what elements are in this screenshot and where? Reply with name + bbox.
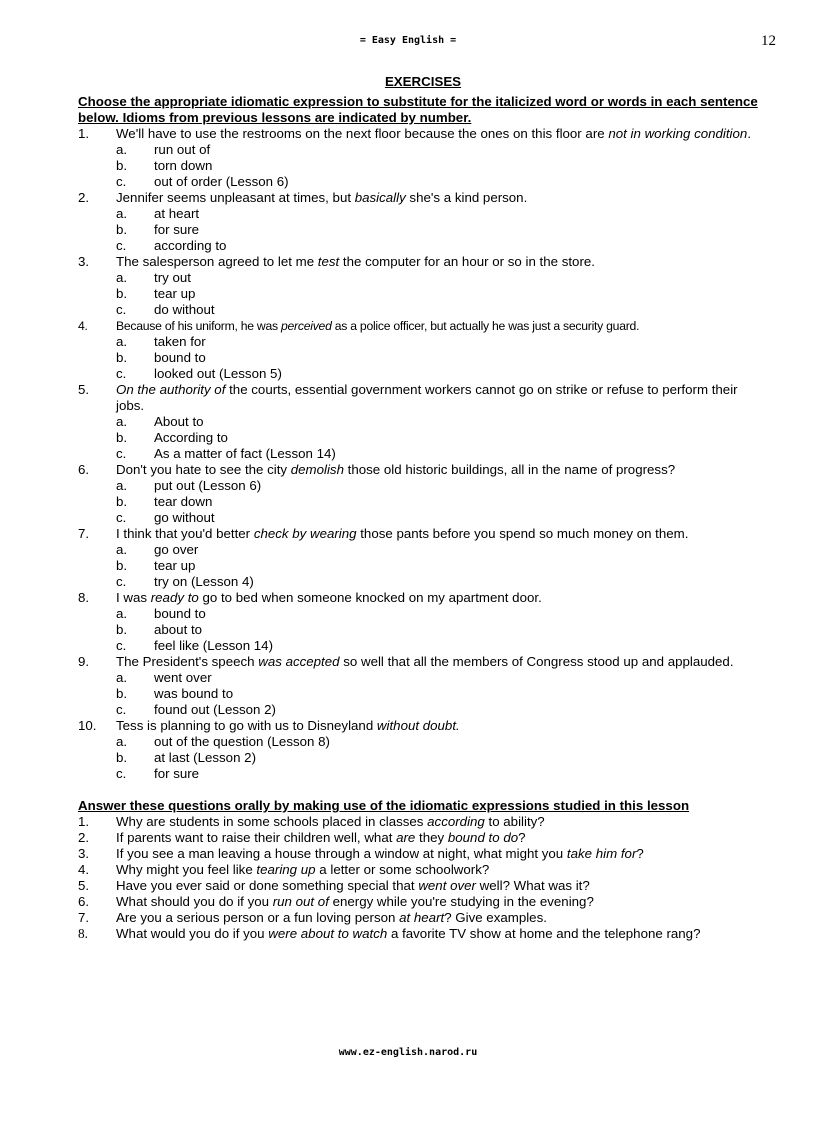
question-item xyxy=(78,718,768,782)
italic-phrase: basically xyxy=(354,190,406,205)
option-text: As a matter of fact (Lesson 14) xyxy=(154,446,336,461)
question-item xyxy=(78,318,768,382)
oral-question xyxy=(78,878,768,894)
question-text-part: they xyxy=(415,830,448,845)
question-number: 2. xyxy=(78,190,90,205)
question-text-part: a letter or some schoolwork? xyxy=(315,862,490,877)
answer-option xyxy=(116,686,768,702)
oral-question-list xyxy=(78,814,768,942)
answer-option xyxy=(116,558,768,574)
oral-question-number: 2. xyxy=(78,830,90,845)
italic-phrase: were about to watch xyxy=(268,926,388,941)
italic-phrase: not in working condition xyxy=(608,126,748,141)
answer-option xyxy=(116,174,768,190)
option-list xyxy=(78,606,768,654)
question-item xyxy=(78,126,768,190)
answer-option xyxy=(116,270,768,286)
answer-option xyxy=(116,430,768,446)
option-letter: b. xyxy=(116,558,128,573)
question-number: 7. xyxy=(78,526,90,541)
option-text: found out (Lesson 2) xyxy=(154,702,276,717)
question-text-after: go to bed when someone knocked on my apartment door. xyxy=(198,590,542,605)
option-text: do without xyxy=(154,302,215,317)
option-letter: a. xyxy=(116,142,128,157)
answer-option xyxy=(116,670,768,686)
option-letter: c. xyxy=(116,302,127,317)
page-content xyxy=(78,74,768,942)
answer-option xyxy=(116,750,768,766)
question-text xyxy=(78,254,768,270)
answer-option xyxy=(116,446,768,462)
section-title: EXERCISES xyxy=(384,74,462,89)
oral-question xyxy=(78,926,768,942)
option-list xyxy=(78,542,768,590)
option-text: tear up xyxy=(154,286,196,301)
option-text: go without xyxy=(154,510,215,525)
oral-instructions: Answer these questions orally by making use of the idiomatic expressions studied in this lesson xyxy=(78,798,690,813)
page-number: 12 xyxy=(761,33,776,49)
italic-phrase: run out of xyxy=(272,894,329,909)
italic-phrase: without doubt. xyxy=(376,718,460,733)
question-item xyxy=(78,254,768,318)
page-footer-url: www.ez-english.narod.ru xyxy=(338,1047,478,1058)
question-text xyxy=(78,190,768,206)
exercise-instructions: Choose the appropriate idiomatic expression to substitute for the italicized word or words in each sentence below. Idioms from previous lessons are indicated by number. xyxy=(78,94,758,125)
option-letter: a. xyxy=(116,670,128,685)
oral-question-number: 5. xyxy=(78,878,90,893)
answer-option xyxy=(116,238,768,254)
option-letter: c. xyxy=(116,766,127,781)
question-item xyxy=(78,382,768,462)
answer-option xyxy=(116,206,768,222)
question-number: 6. xyxy=(78,462,90,477)
question-text-part: What would you do if you xyxy=(116,926,269,941)
question-text-before: Because of his uniform, he was xyxy=(116,319,281,333)
question-text-before: The salesperson agreed to let me xyxy=(116,254,318,269)
option-letter: a. xyxy=(116,734,128,749)
answer-option xyxy=(116,702,768,718)
question-text-after: . xyxy=(747,126,752,141)
italic-phrase: take him for xyxy=(566,846,637,861)
option-text: put out (Lesson 6) xyxy=(154,478,262,493)
option-text: went over xyxy=(154,670,212,685)
option-text: according to xyxy=(154,238,227,253)
question-list xyxy=(78,126,768,782)
question-text-before: We'll have to use the restrooms on the next floor because the ones on this floor are xyxy=(116,126,609,141)
question-text-part: well? What was it? xyxy=(475,878,590,893)
question-number: 1. xyxy=(78,126,90,141)
oral-question-number: 8. xyxy=(78,926,88,941)
option-text: bound to xyxy=(154,350,206,365)
question-text-after: so well that all the members of Congress stood up and applauded. xyxy=(339,654,734,669)
oral-question-number: 6. xyxy=(78,894,90,909)
answer-option xyxy=(116,622,768,638)
option-text: go over xyxy=(154,542,199,557)
answer-option xyxy=(116,478,768,494)
italic-phrase: test xyxy=(317,254,340,269)
oral-question xyxy=(78,862,768,878)
option-letter: b. xyxy=(116,686,128,701)
option-letter: a. xyxy=(116,334,128,349)
option-text: run out of xyxy=(154,142,211,157)
option-text: tear down xyxy=(154,494,213,509)
question-text xyxy=(78,526,768,542)
option-list xyxy=(78,206,768,254)
answer-option xyxy=(116,574,768,590)
option-letter: a. xyxy=(116,478,128,493)
option-list xyxy=(78,734,768,782)
answer-option xyxy=(116,158,768,174)
question-text-part: Why are students in some schools placed in classes xyxy=(116,814,428,829)
answer-option xyxy=(116,366,768,382)
answer-option xyxy=(116,302,768,318)
option-text: feel like (Lesson 14) xyxy=(154,638,273,653)
option-letter: c. xyxy=(116,638,127,653)
italic-phrase: are xyxy=(396,830,416,845)
question-item xyxy=(78,190,768,254)
question-text-part: What should you do if you xyxy=(116,894,273,909)
option-text: try out xyxy=(154,270,191,285)
question-text-after: she's a kind person. xyxy=(405,190,528,205)
question-text-part: ? xyxy=(636,846,644,861)
question-item xyxy=(78,590,768,654)
italic-phrase: demolish xyxy=(290,462,344,477)
question-text-part: a favorite TV show at home and the telephone rang? xyxy=(387,926,701,941)
question-number: 4. xyxy=(78,319,88,333)
answer-option xyxy=(116,350,768,366)
oral-question xyxy=(78,846,768,862)
option-text: looked out (Lesson 5) xyxy=(154,366,282,381)
italic-phrase: bound to do xyxy=(447,830,519,845)
option-letter: c. xyxy=(116,702,127,717)
question-text xyxy=(78,590,768,606)
answer-option xyxy=(116,542,768,558)
option-text: torn down xyxy=(154,158,213,173)
option-letter: c. xyxy=(116,366,127,381)
option-letter: a. xyxy=(116,542,128,557)
answer-option xyxy=(116,334,768,350)
answer-option xyxy=(116,734,768,750)
italic-phrase: according xyxy=(427,814,485,829)
italic-phrase: ready to xyxy=(150,590,199,605)
oral-question xyxy=(78,910,768,926)
option-letter: c. xyxy=(116,238,127,253)
option-list xyxy=(78,334,768,382)
option-text: taken for xyxy=(154,334,206,349)
question-text xyxy=(78,382,768,414)
oral-question xyxy=(78,814,768,830)
oral-question xyxy=(78,894,768,910)
question-number: 5. xyxy=(78,382,90,397)
question-text-after: the computer for an hour or so in the store. xyxy=(339,254,595,269)
question-text-part: Why might you feel like xyxy=(116,862,257,877)
option-text: out of the question (Lesson 8) xyxy=(154,734,330,749)
option-letter: c. xyxy=(116,446,127,461)
option-letter: b. xyxy=(116,222,128,237)
option-letter: a. xyxy=(116,606,128,621)
question-number: 10. xyxy=(78,718,97,733)
question-text xyxy=(78,126,768,142)
oral-question-number: 7. xyxy=(78,910,90,925)
option-text: try on (Lesson 4) xyxy=(154,574,254,589)
question-text-before: Jennifer seems unpleasant at times, but xyxy=(116,190,355,205)
option-text: According to xyxy=(154,430,228,445)
option-letter: c. xyxy=(116,510,127,525)
option-text: for sure xyxy=(154,222,200,237)
oral-question xyxy=(78,830,768,846)
option-letter: c. xyxy=(116,574,127,589)
question-text-after: those old historic buildings, all in the name of progress? xyxy=(343,462,676,477)
italic-phrase: check by wearing xyxy=(253,526,357,541)
question-item xyxy=(78,462,768,526)
option-letter: a. xyxy=(116,414,128,429)
option-text: tear up xyxy=(154,558,196,573)
option-letter: b. xyxy=(116,750,128,765)
italic-phrase: perceived xyxy=(281,319,332,333)
option-text: for sure xyxy=(154,766,200,781)
answer-option xyxy=(116,494,768,510)
oral-question-number: 4. xyxy=(78,862,90,877)
option-letter: b. xyxy=(116,494,128,509)
italic-phrase: tearing up xyxy=(256,862,316,877)
answer-option xyxy=(116,222,768,238)
question-text-part: Have you ever said or done something special that xyxy=(116,878,419,893)
option-text: was bound to xyxy=(154,686,234,701)
option-letter: c. xyxy=(116,174,127,189)
question-text-before: Don't you hate to see the city xyxy=(116,462,291,477)
question-item xyxy=(78,654,768,718)
question-text xyxy=(78,462,768,478)
option-text: out of order (Lesson 6) xyxy=(154,174,289,189)
answer-option xyxy=(116,766,768,782)
question-number: 9. xyxy=(78,654,90,669)
italic-phrase: On the authority of xyxy=(116,382,226,397)
answer-option xyxy=(116,510,768,526)
option-text: bound to xyxy=(154,606,206,621)
answer-option xyxy=(116,286,768,302)
question-text-before: I think that you'd better xyxy=(116,526,254,541)
option-list xyxy=(78,670,768,718)
italic-phrase: at heart xyxy=(399,910,445,925)
question-text-after: those pants before you spend so much money on them. xyxy=(356,526,689,541)
answer-option xyxy=(116,142,768,158)
oral-question-number: 3. xyxy=(78,846,90,861)
question-item xyxy=(78,526,768,590)
option-list xyxy=(78,478,768,526)
answer-option xyxy=(116,638,768,654)
italic-phrase: was accepted xyxy=(258,654,340,669)
option-text: About to xyxy=(154,414,204,429)
option-text: at heart xyxy=(154,206,200,221)
question-number: 8. xyxy=(78,590,90,605)
page-header: = Easy English = xyxy=(359,35,457,46)
question-text-part: Are you a serious person or a fun loving person xyxy=(116,910,400,925)
question-number: 3. xyxy=(78,254,90,269)
italic-phrase: went over xyxy=(418,878,476,893)
question-text-before: I was xyxy=(116,590,151,605)
option-list xyxy=(78,142,768,190)
option-letter: b. xyxy=(116,158,128,173)
question-text-after: the courts, essential government workers cannot go on strike or refuse to perform their jobs. xyxy=(116,382,738,413)
question-text-after: as a police officer, but actually he was just a security guard. xyxy=(331,319,640,333)
question-text-before: The President's speech xyxy=(116,654,259,669)
question-text xyxy=(78,718,768,734)
option-list xyxy=(78,414,768,462)
question-text-before: Tess is planning to go with us to Disneyland xyxy=(116,718,377,733)
option-list xyxy=(78,270,768,318)
oral-question-number: 1. xyxy=(78,814,90,829)
question-text-part: energy while you're studying in the evening? xyxy=(328,894,594,909)
question-text-part: If parents want to raise their children well, what xyxy=(116,830,397,845)
option-letter: a. xyxy=(116,270,128,285)
option-text: about to xyxy=(154,622,203,637)
option-text: at last (Lesson 2) xyxy=(154,750,256,765)
question-text-part: to ability? xyxy=(484,814,545,829)
answer-option xyxy=(116,606,768,622)
question-text-part: If you see a man leaving a house through a window at night, what might you xyxy=(116,846,567,861)
option-letter: b. xyxy=(116,286,128,301)
option-letter: a. xyxy=(116,206,128,221)
answer-option xyxy=(116,414,768,430)
option-letter: b. xyxy=(116,350,128,365)
question-text xyxy=(78,318,768,334)
question-text-part: ? Give examples. xyxy=(444,910,547,925)
question-text-part: ? xyxy=(518,830,526,845)
option-letter: b. xyxy=(116,430,128,445)
option-letter: b. xyxy=(116,622,128,637)
question-text xyxy=(78,654,768,670)
